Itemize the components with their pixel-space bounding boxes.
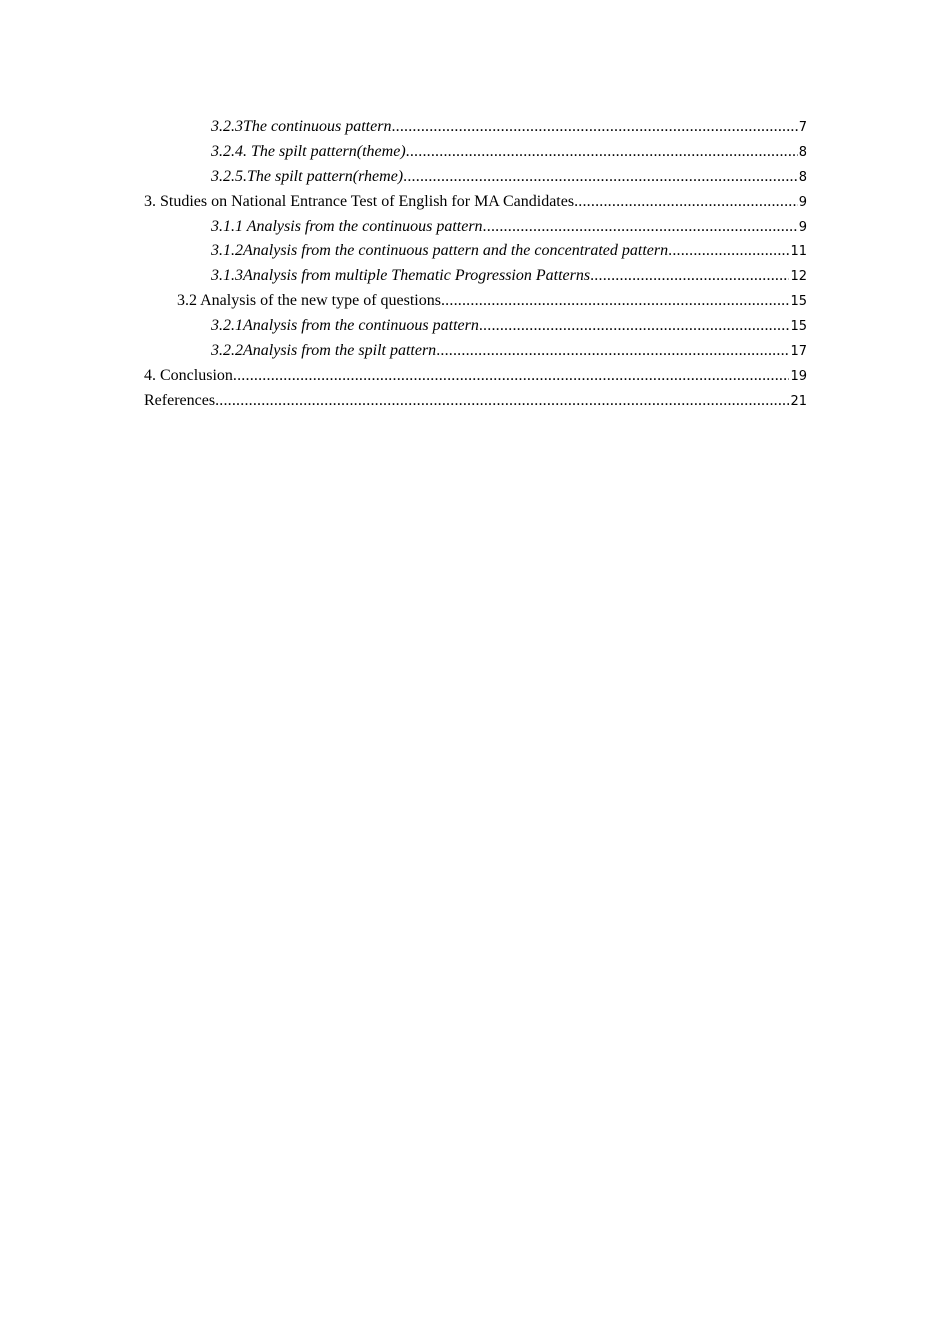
toc-entry[interactable]	[144, 165, 807, 190]
toc-page-number: 17	[790, 344, 807, 360]
toc-dot-leader	[483, 215, 798, 240]
toc-page-number: 7	[798, 120, 807, 135]
toc-entry-title: 4. Conclusion	[144, 366, 233, 384]
toc-page-number: 19	[790, 368, 807, 384]
toc-entry-title: 3.2.4. The spilt pattern(theme)	[211, 142, 406, 160]
toc-entry-title: 3.2.2Analysis from the spilt pattern	[211, 342, 437, 360]
toc-entry[interactable]	[144, 239, 807, 264]
toc-page-number: 9	[798, 219, 807, 235]
toc-entry-title: 3. Studies on National Entrance Test of English for MA Candidates	[144, 192, 575, 210]
toc-page-number: 8	[798, 144, 807, 160]
toc-entry-title: 3.2.5.The spilt pattern(rheme)	[211, 167, 404, 185]
toc-entry-title: 3.2.1Analysis from the continuous pattern	[211, 317, 479, 335]
toc-entry[interactable]	[144, 314, 807, 339]
toc-dot-leader	[403, 165, 798, 190]
toc-dot-leader	[479, 314, 790, 339]
toc-entry[interactable]	[144, 339, 807, 364]
toc-page-number: 21	[790, 393, 807, 409]
toc-dot-leader	[441, 289, 789, 314]
toc-entry-title: References	[144, 391, 216, 409]
toc-page-number: 12	[790, 269, 807, 285]
toc-entry[interactable]	[144, 289, 807, 314]
toc-entry[interactable]	[144, 140, 807, 165]
toc-dot-leader	[590, 264, 789, 289]
toc-page-number: 15	[790, 294, 807, 310]
toc-page-number: 15	[790, 319, 807, 335]
toc-dot-leader	[391, 115, 797, 140]
table-of-contents	[144, 115, 807, 414]
toc-entry-title: 3.1.1 Analysis from the continuous pattern	[211, 217, 483, 235]
toc-entry[interactable]	[144, 190, 807, 215]
toc-page-number: 8	[798, 169, 807, 185]
toc-entry[interactable]	[144, 215, 807, 240]
toc-entry[interactable]	[144, 364, 807, 389]
toc-dot-leader	[574, 190, 798, 215]
toc-entry-title: 3.1.3Analysis from multiple Thematic Progression Patterns	[211, 267, 591, 285]
toc-dot-leader	[668, 239, 789, 264]
toc-dot-leader	[233, 364, 790, 389]
toc-entry-title: 3.2.3The continuous pattern	[211, 118, 392, 135]
toc-entry[interactable]	[144, 115, 807, 140]
toc-dot-leader	[436, 339, 789, 364]
toc-entry-title: 3.1.2Analysis from the continuous pattern and the concentrated pattern	[211, 242, 669, 260]
toc-entry-title: 3.2 Analysis of the new type of questions	[177, 292, 441, 310]
toc-page-number: 11	[790, 244, 807, 260]
toc-entry[interactable]	[144, 389, 807, 414]
toc-page-number: 9	[798, 194, 807, 210]
toc-dot-leader	[406, 140, 798, 165]
toc-dot-leader	[215, 389, 789, 414]
toc-entry[interactable]	[144, 264, 807, 289]
